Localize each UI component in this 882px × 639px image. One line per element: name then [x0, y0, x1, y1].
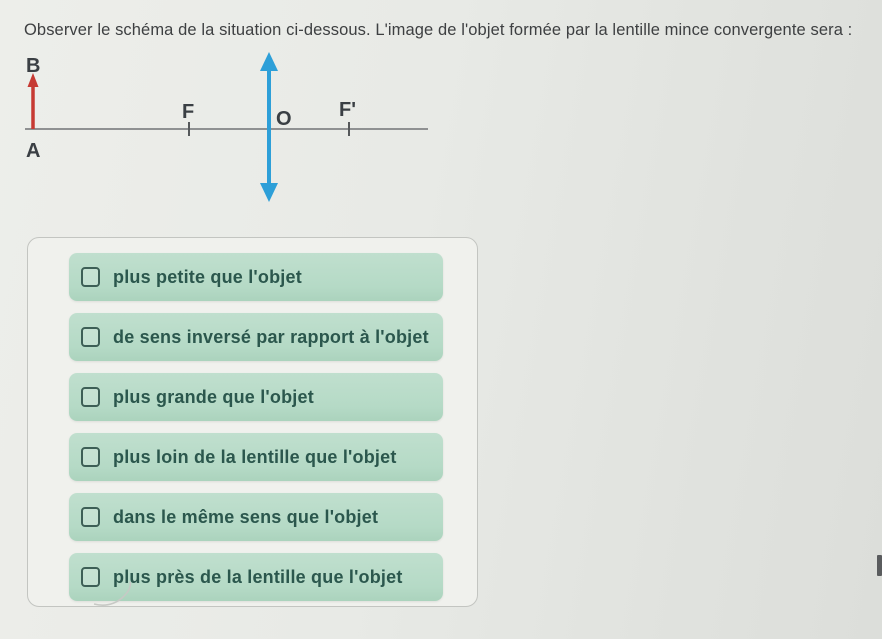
option-plus-petite[interactable]	[69, 253, 443, 301]
checkbox-icon[interactable]	[81, 447, 100, 467]
option-label: plus petite que l'objet	[113, 266, 302, 287]
option-sens-inverse[interactable]	[69, 313, 443, 361]
scratch-mark	[90, 580, 150, 610]
checkbox-icon[interactable]	[81, 327, 100, 347]
label-focal-right: F'	[339, 99, 356, 121]
option-meme-sens[interactable]	[69, 493, 443, 541]
option-plus-loin[interactable]	[69, 433, 443, 481]
checkbox-icon[interactable]	[81, 507, 100, 527]
label-lens-center: O	[276, 108, 292, 130]
checkbox-icon[interactable]	[81, 387, 100, 407]
label-object-base: A	[26, 140, 41, 162]
option-plus-grande[interactable]	[69, 373, 443, 421]
option-label: de sens inversé par rapport à l'objet	[113, 326, 429, 347]
question-title: Observer le schéma de la situation ci-dessous. L'image de l'objet formée par la lentille mince convergente sera :	[24, 21, 853, 39]
option-label: dans le même sens que l'objet	[113, 506, 379, 527]
label-focal-left: F	[182, 101, 195, 123]
option-label: plus près de la lentille que l'objet	[113, 566, 403, 587]
option-label: plus grande que l'objet	[113, 386, 314, 407]
checkbox-icon[interactable]	[81, 267, 100, 287]
object-arrow	[28, 73, 39, 129]
label-object-top: B	[26, 55, 41, 77]
lens-diagram	[18, 48, 438, 216]
option-label: plus loin de la lentille que l'objet	[113, 446, 397, 467]
right-edge-mark	[877, 555, 882, 576]
answers-card	[27, 237, 478, 607]
